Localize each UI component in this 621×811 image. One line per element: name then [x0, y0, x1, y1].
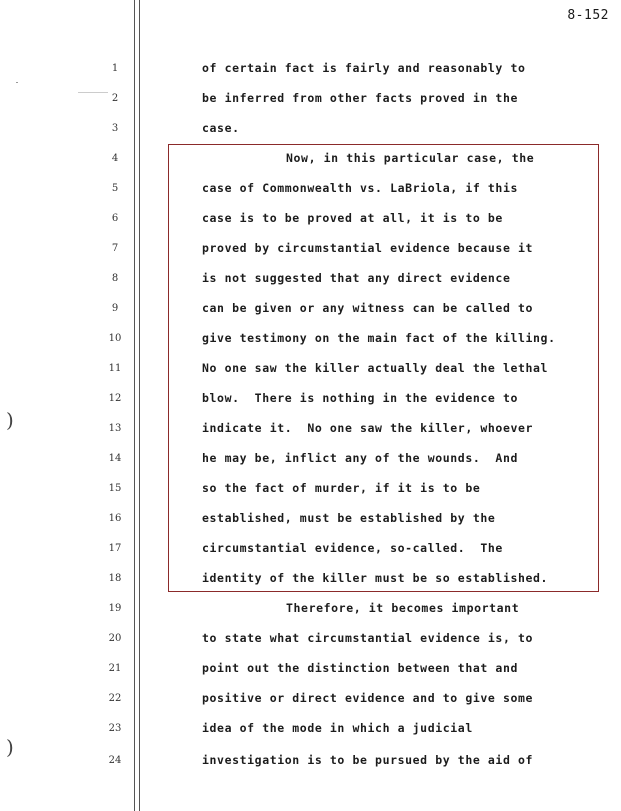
- line-number: 19: [108, 603, 122, 614]
- transcript-line: point out the distinction between that and: [202, 661, 518, 675]
- line-number: 24: [108, 755, 122, 766]
- transcript-line: Therefore, it becomes important: [286, 601, 520, 615]
- line-number: 11: [108, 363, 122, 374]
- line-number: 9: [111, 303, 119, 314]
- transcript-line: established, must be established by the: [202, 511, 496, 525]
- transcript-line: circumstantial evidence, so-called. The: [202, 541, 503, 555]
- transcript-line: be inferred from other facts proved in the: [202, 91, 518, 105]
- line-number: 3: [111, 123, 119, 134]
- line-number: 10: [108, 333, 122, 344]
- line-number: 20: [108, 633, 122, 644]
- transcript-line: case is to be proved at all, it is to be: [202, 211, 503, 225]
- margin-rule-left: [134, 0, 135, 811]
- line-number: 7: [111, 243, 119, 254]
- line-number: 21: [108, 663, 122, 674]
- transcript-line: is not suggested that any direct evidence: [202, 271, 511, 285]
- transcript-line: he may be, inflict any of the wounds. And: [202, 451, 518, 465]
- transcript-line: positive or direct evidence and to give some: [202, 691, 534, 705]
- line-number: 1: [111, 63, 119, 74]
- transcript-line: can be given or any witness can be called to: [202, 301, 534, 315]
- line-number: 17: [108, 543, 122, 554]
- transcript-line: give testimony on the main fact of the killing.: [202, 331, 556, 345]
- transcript-line: to state what circumstantial evidence is, to: [202, 631, 534, 645]
- line-number: 12: [108, 393, 122, 404]
- margin-rule-right: [139, 0, 140, 811]
- line-number: 4: [111, 153, 119, 164]
- line-number: 16: [108, 513, 122, 524]
- page-number: 8-152: [567, 8, 609, 23]
- transcript-line: case of Commonwealth vs. LaBriola, if this: [202, 181, 518, 195]
- line-number: 5: [111, 183, 119, 194]
- line-number: 14: [108, 453, 122, 464]
- line-number: 13: [108, 423, 122, 434]
- line-number: 22: [108, 693, 122, 704]
- margin-mark-upper: ): [6, 408, 14, 432]
- transcript-line: idea of the mode in which a judicial: [202, 721, 473, 735]
- transcript-line: case.: [202, 121, 240, 135]
- scan-speck: [16, 82, 18, 83]
- transcript-line: indicate it. No one saw the killer, whoever: [202, 421, 534, 435]
- transcript-line: Now, in this particular case, the: [286, 151, 535, 165]
- transcript-line: No one saw the killer actually deal the lethal: [202, 361, 549, 375]
- line-number: 8: [111, 273, 119, 284]
- line-number: 2: [111, 93, 119, 104]
- line-number: 18: [108, 573, 122, 584]
- transcript-line: blow. There is nothing in the evidence to: [202, 391, 518, 405]
- transcript-line: investigation is to be pursued by the aid of: [202, 753, 534, 767]
- transcript-line: of certain fact is fairly and reasonably to: [202, 61, 526, 75]
- line-number: 6: [111, 213, 119, 224]
- margin-mark-lower: ): [6, 735, 14, 759]
- line-number: 15: [108, 483, 122, 494]
- transcript-line: identity of the killer must be so established.: [202, 571, 549, 585]
- transcript-line: so the fact of murder, if it is to be: [202, 481, 481, 495]
- line-number: 23: [108, 723, 122, 734]
- transcript-line: proved by circumstantial evidence because it: [202, 241, 534, 255]
